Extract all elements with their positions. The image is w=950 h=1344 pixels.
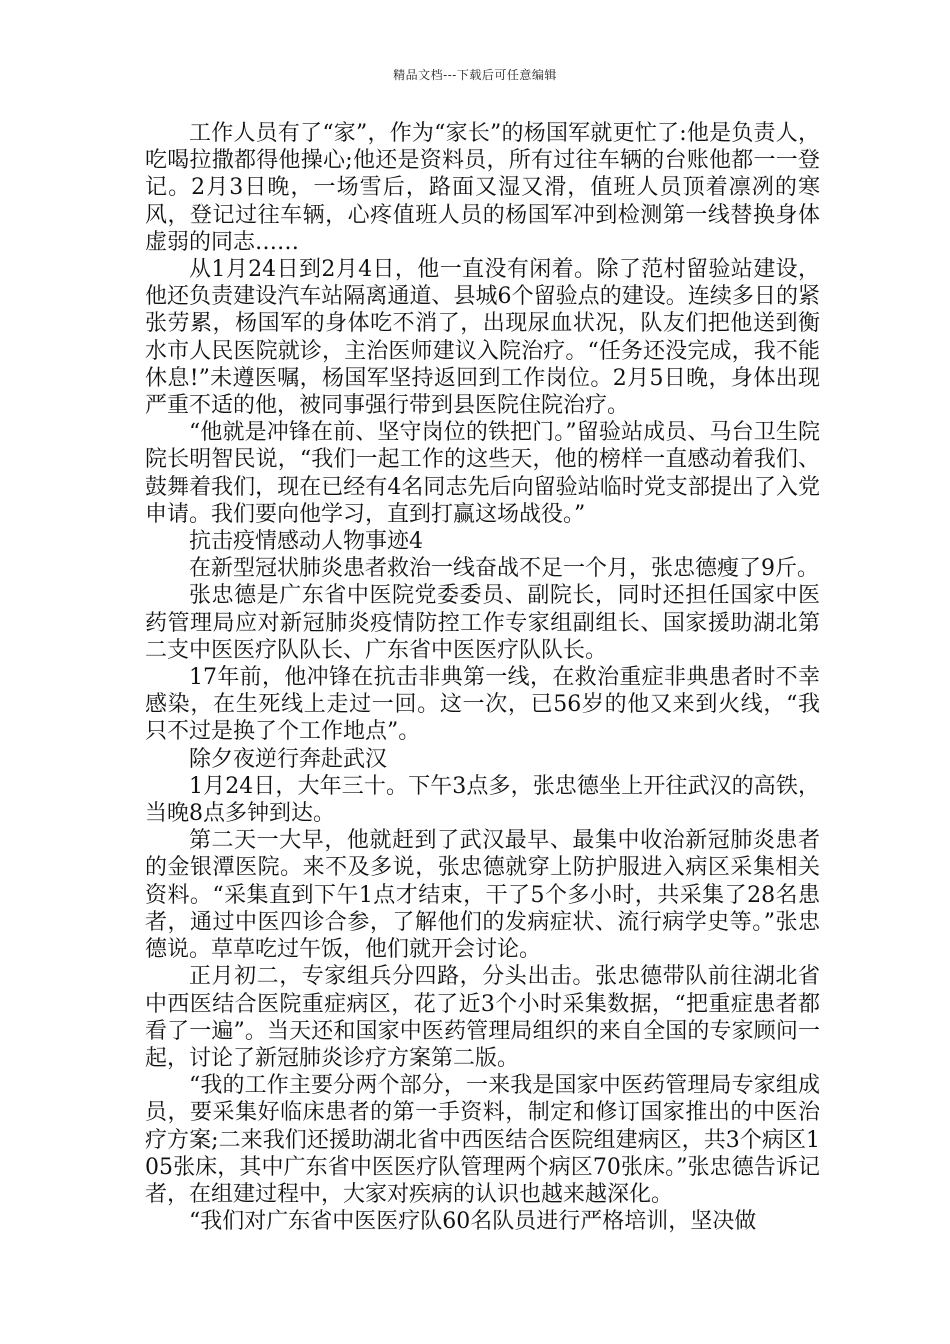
paragraph: 张忠德是广东省中医院党委委员、副院长，同时还担任国家中医药管理局应对新冠肺炎疫情防控工作专家组副组长、国家援助湖北第二支中医医疗队队长、广东省中医医疗队队长。 <box>145 583 820 663</box>
paragraph: 17年前，他冲锋在抗击非典第一线，在救治重症非典患者时不幸感染，在生死线上走过一回。这一次，已56岁的他又来到火线，“我只不过是换了个工作地点”。 <box>145 665 820 745</box>
paragraph: 1月24日，大年三十。下午3点多，张忠德坐上开往武汉的高铁，当晚8点多钟到达。 <box>145 773 820 827</box>
document-body <box>145 120 820 1235</box>
header-note: 精品文档---下载后可任意编辑 <box>393 68 557 82</box>
paragraph: 从1月24日到2月4日，他一直没有闲着。除了范村留验站建设，他还负责建设汽车站隔离通道、县城6个留验点的建设。连续多日的紧张劳累，杨国军的身体吃不消了，出现尿血状况，队友们把他送到衡水市人民医院就诊，主治医师建议入院治疗。“任务还没完成，我不能休息!”未遵医嘱，杨国军坚持返回到工作岗位。2月5日晚，身体出现严重不适的他，被同事强行带到县医院住院治疗。 <box>145 257 820 419</box>
paragraph: 在新型冠状肺炎患者救治一线奋战不足一个月，张忠德瘦了9斤。 <box>189 556 819 582</box>
paragraph: 工作人员有了“家”，作为“家长”的杨国军就更忙了:他是负责人，吃喝拉撒都得他操心;他还是资料员，所有过往车辆的台账他都一一登记。2月3日晚，一场雪后，路面又湿又滑，值班人员顶着凛冽的寒风，登记过往车辆，心疼值班人员的杨国军冲到检测第一线替换身体虚弱的同志…… <box>145 121 820 255</box>
section-heading: 除夕夜逆行奔赴武汉 <box>189 746 388 772</box>
paragraph: “他就是冲锋在前、坚守岗位的铁把门。”留验站成员、马台卫生院院长明智民说，“我们一起工作的这些天，他的榜样一直感动着我们、鼓舞着我们，现在已经有4名同志先后向留验站临时党支部提出了入党申请。我们要向他学习，直到打赢这场战役。” <box>145 420 820 527</box>
paragraph: “我的工作主要分两个部分，一来我是国家中医药管理局专家组成员，要采集好临床患者的第一手资料，制定和修订国家推出的中医治疗方案;二来我们还援助湖北省中西医结合医院组建病区，共3个病区105张床，其中广东省中医医疗队管理两个病区70张床。”张忠德告诉记者，在组建过程中，大家对疾病的认识也越来越深化。 <box>145 1073 820 1207</box>
section-heading: 抗击疫情感动人物事迹4 <box>189 529 423 555</box>
paragraph: 正月初二，专家组兵分四路，分头出击。张忠德带队前往湖北省中西医结合医院重症病区，花了近3个小时采集数据，“把重症患者都看了一遍”。当天还和国家中医药管理局组织的来自全国的专家顾问一起，讨论了新冠肺炎诊疗方案第二版。 <box>145 964 820 1071</box>
paragraph: “我们对广东省中医医疗队60名队员进行严格培训，坚决做 <box>189 1209 757 1235</box>
paragraph: 第二天一大早，他就赶到了武汉最早、最集中收治新冠肺炎患者的金银潭医院。来不及多说，张忠德就穿上防护服进入病区采集相关资料。“采集直到下午1点才结束，干了5个多小时，共采集了28名患者，通过中医四诊合参，了解他们的发病症状、流行病学史等。”张忠德说。草草吃过午饭，他们就开会讨论。 <box>145 828 820 963</box>
